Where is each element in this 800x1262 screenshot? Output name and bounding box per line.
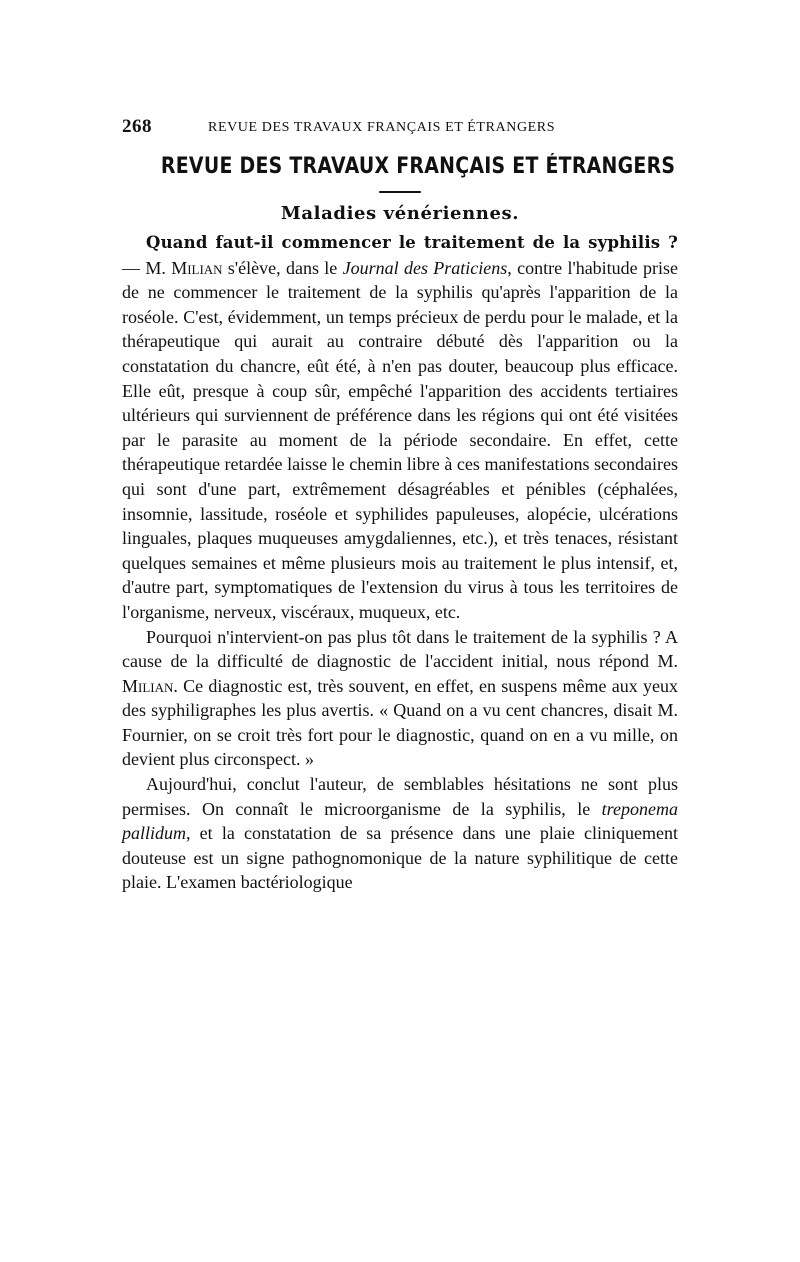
paragraph-2-text-a: Pourquoi n'intervient-on pas plus tôt dans le traitement de la syphilis ? A cause de la difficulté de diagnostic de l'accident initial, nous répond — [122, 626, 678, 672]
author-prefix: M. — [145, 257, 172, 278]
page — [122, 116, 678, 895]
author-reference: M. Milian — [122, 651, 678, 696]
paragraph-3-text-a: Aujourd'hui, conclut l'auteur, de semblables hésitations ne sont plus permises. On connaît le microorganisme de la syphilis, le — [122, 774, 678, 819]
article-body — [122, 230, 678, 895]
section-divider — [379, 191, 421, 193]
paragraph-2-text-b: . Ce diagnostic est, très souvent, en effet, en suspens même aux yeux des syphiligraphes les plus avertis. « Quand on a vu cent chancres, disait M. Fournier, on se croit très fort pour le diagnostic, quand on en a vu mille, on devient plus circonspect. » — [122, 675, 678, 770]
paragraph-1 — [122, 230, 678, 625]
running-head — [122, 116, 678, 142]
paragraph-3-text-b: , et la constatation de sa présence dans une plaie cliniquement douteuse est un signe pathognomonique de la nature syphilitique de cette plaie. L'examen bactériologique — [122, 823, 678, 893]
article-title: Quand faut-il commencer le traitement de la syphilis ? — [146, 233, 678, 252]
paragraph-1-text-a: s'élève, dans le — [222, 257, 343, 278]
paragraph-3 — [122, 772, 678, 895]
journal-title: Journal des Praticiens — [342, 257, 508, 278]
paragraph-1-text-b: , contre l'habitude prise de ne commencer le traitement de la syphilis qu'après l'apparition de la roséole. C'est, évidemment, un temps précieux de perdu pour le malade, et la thérapeutique qui aurait au contraire débuté dès l'apparition ou la constatation du chancre, eût été, à n'en pas douter, beaucoup plus efficace. Elle eût, presque à coup sûr, empêché l'apparition des accidents tertiaires ultérieurs qui surviennent de préférence dans les régions qui ont été visitées par le parasite au moment de la période secondaire. En effet, cette thérapeutique retardée laisse le chemin libre à ces manifestations secondaires qui sont d'une part, extrêmement désagréables et pénibles (céphalées, insomnie, lassitude, roséole et syphilides papuleuses, alopécie, ulcérations linguales, plaques muqueuses amygdaliennes, etc.), et très tenaces, résistant quelques semaines et même plusieurs mois au traitement le plus intensif, et, d'autre part, symptomatiques de l'extension du virus à tous les territoires de l'organisme, nerveux, viscéraux, muqueux, etc. — [122, 257, 678, 622]
section-heading: REVUE DES TRAVAUX FRANÇAIS ET ÉTRANGERS — [160, 154, 676, 179]
author-name: Milian — [171, 257, 223, 278]
page-number: 268 — [122, 116, 152, 137]
running-title: REVUE DES TRAVAUX FRANÇAIS ET ÉTRANGERS — [208, 120, 556, 135]
organism-name: treponema pallidum — [122, 798, 678, 844]
title-dash: — — [122, 257, 146, 278]
section-subheading: Maladies vénériennes. — [280, 203, 520, 224]
paragraph-2 — [122, 625, 678, 773]
